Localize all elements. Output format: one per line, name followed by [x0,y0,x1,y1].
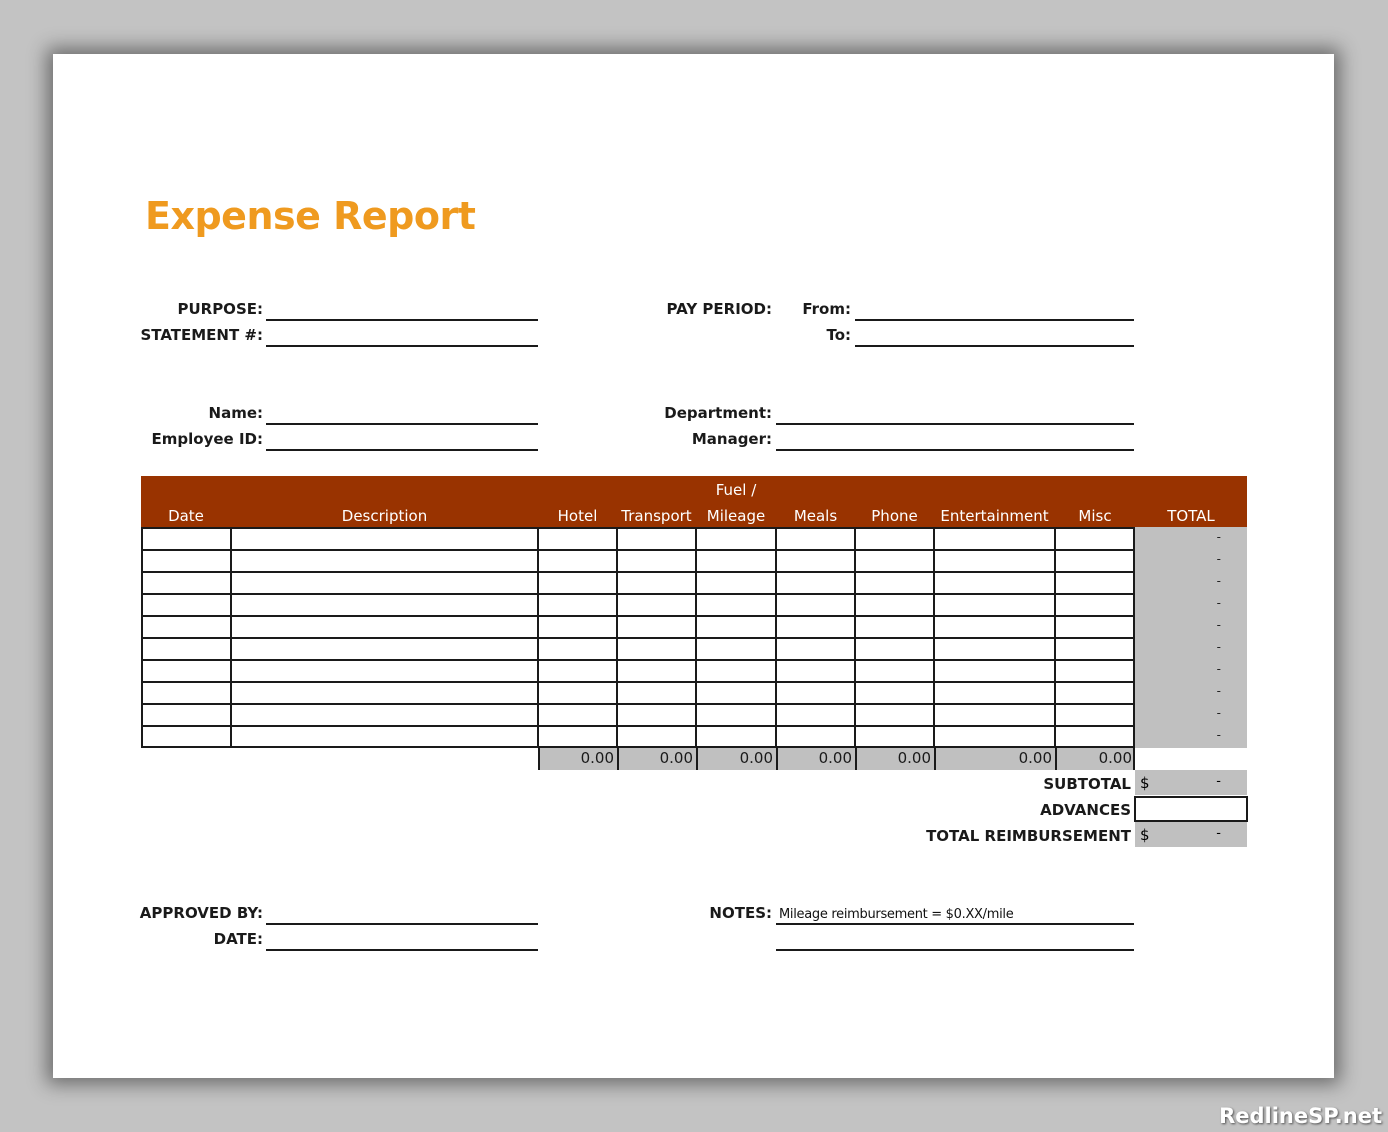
row-total-value: - [1216,552,1221,566]
grid-row-line [141,725,1135,727]
row-total-value: - [1216,618,1221,632]
statement-field[interactable] [266,345,538,347]
row-total-value: - [1216,728,1221,742]
header-description: Description [341,507,428,525]
grid-column-line [230,527,232,748]
grid-row-line [141,637,1135,639]
total-reimbursement-box [1135,822,1247,847]
grid-row-line [141,615,1135,617]
subtotal-currency: $ [1140,774,1150,792]
name-field[interactable] [266,423,538,425]
column-sum-value: 0.00 [580,749,614,767]
grid-column-line [537,527,539,748]
header-fuel: Fuel / [715,481,757,499]
to-label: To: [826,326,851,344]
sum-separator [617,748,619,770]
advances-input[interactable] [1134,796,1248,822]
total-reimbursement-value: - [1216,826,1221,841]
header-date: Date [168,507,204,525]
expense-grid[interactable] [141,527,1135,748]
sum-separator [696,748,698,770]
row-total-value: - [1216,640,1221,654]
column-sum-value: 0.00 [818,749,852,767]
statement-label: STATEMENT #: [140,326,263,344]
manager-field[interactable] [776,449,1134,451]
approved-by-field[interactable] [266,923,538,925]
grid-row-line [141,549,1135,551]
pay-period-label: PAY PERIOD: [666,300,772,318]
purpose-field[interactable] [266,319,538,321]
watermark: RedlineSP.net [1219,1104,1382,1128]
total-column [1135,527,1247,748]
table-header [141,476,1247,527]
grid-row-line [141,703,1135,705]
grid-column-line [1054,527,1056,748]
subtotal-value: - [1216,774,1221,789]
sum-separator [776,748,778,770]
from-label: From: [802,300,851,318]
grid-column-line [854,527,856,748]
grid-row-line [141,681,1135,683]
department-field[interactable] [776,423,1134,425]
grid-row-line [141,659,1135,661]
department-label: Department: [664,404,772,422]
grid-column-line [695,527,697,748]
column-sum-value: 0.00 [897,749,931,767]
header-total: TOTAL [1167,507,1215,525]
date-field[interactable] [266,949,538,951]
sum-separator [855,748,857,770]
total-currency: $ [1140,826,1150,844]
grid-row-line [141,593,1135,595]
manager-label: Manager: [691,430,772,448]
row-total-value: - [1216,706,1221,720]
total-reimbursement-label: TOTAL REIMBURSEMENT [926,827,1131,845]
subtotal-label: SUBTOTAL [1043,775,1131,793]
column-sum-value: 0.00 [1098,749,1132,767]
header-misc: Misc [1078,507,1112,525]
notes-text: Mileage reimbursement = $0.XX/mile [779,907,1014,922]
row-total-value: - [1216,662,1221,676]
row-total-value: - [1216,574,1221,588]
subtotal-box [1135,770,1247,795]
grid-row-line [141,571,1135,573]
date-label: DATE: [213,930,263,948]
employee-id-field[interactable] [266,449,538,451]
advances-label: ADVANCES [1040,801,1131,819]
sum-separator [1133,748,1135,770]
column-sum-value: 0.00 [739,749,773,767]
sum-separator [538,748,540,770]
sum-separator [1055,748,1057,770]
header-meals: Meals [793,507,838,525]
notes-field-1[interactable] [776,923,1134,925]
grid-column-line [141,527,143,748]
to-field[interactable] [855,345,1134,347]
header-transport: Transport [621,507,692,525]
report-title: Expense Report [145,194,476,238]
name-label: Name: [208,404,263,422]
approved-by-label: APPROVED BY: [139,904,263,922]
notes-field-2[interactable] [776,949,1134,951]
from-field[interactable] [855,319,1134,321]
row-total-value: - [1216,596,1221,610]
column-sums-row [538,748,1135,770]
header-entertainment: Entertainment [940,507,1049,525]
header-hotel: Hotel [557,507,598,525]
notes-label: NOTES: [709,904,772,922]
row-total-value: - [1216,684,1221,698]
header-mileage: Mileage [706,507,766,525]
grid-column-line [775,527,777,748]
row-total-value: - [1216,530,1221,544]
purpose-label: PURPOSE: [177,300,263,318]
employee-id-label: Employee ID: [151,430,263,448]
grid-column-line [933,527,935,748]
column-sum-value: 0.00 [1018,749,1052,767]
header-phone: Phone [871,507,918,525]
column-sum-value: 0.00 [659,749,693,767]
grid-column-line [616,527,618,748]
sum-separator [934,748,936,770]
grid-row-line [141,527,1135,529]
